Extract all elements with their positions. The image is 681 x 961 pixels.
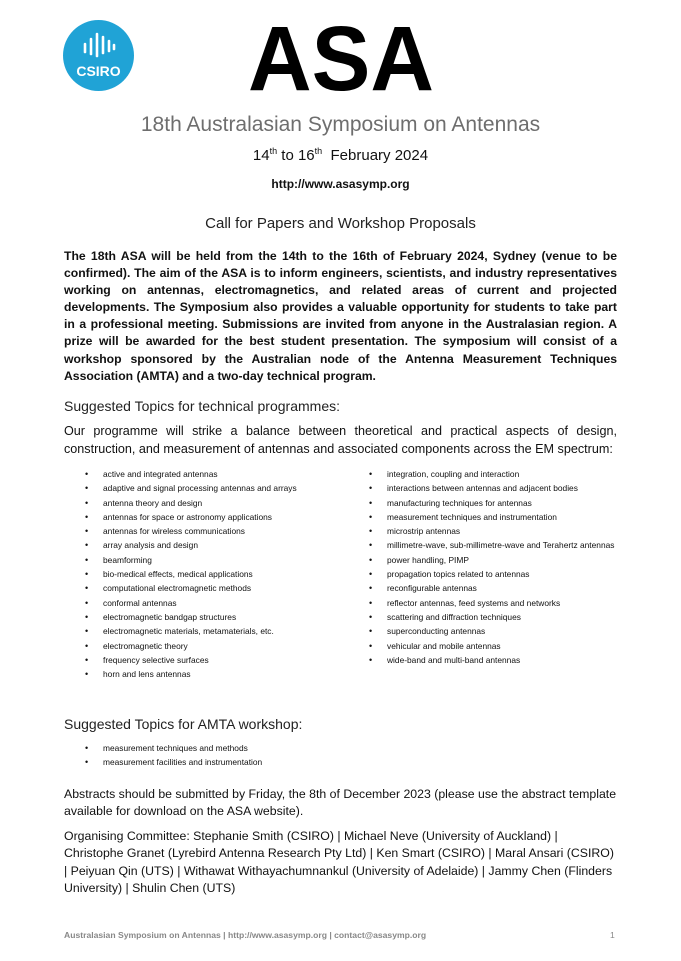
list-item: • wide-band and multi-band antennas <box>369 655 619 665</box>
csiro-logo-text: CSIRO <box>76 63 121 79</box>
list-item: • antennas for space or astronomy applications <box>85 512 355 522</box>
intro-paragraph: The 18th ASA will be held from the 14th to the 16th of February 2024, Sydney (venue to be confirmed). The aim of the ASA is to inform engineers, scientists, and industry representatives working on antennas, electromagnetics, and related areas of current and projected developments. The Symposium also provides a valuable opportunity for students to take part in a professional meeting. Submissions are invited from anyone in the Australasian region. A prize will be awarded for the best student presentation. The symposium will consist of a workshop sponsored by the Australian node of the Antenna Measurement Techniques Association (AMTA) and a two-day technical program. <box>64 249 617 383</box>
list-item: • array analysis and design <box>85 540 355 550</box>
amta-topics-heading: Suggested Topics for AMTA workshop: <box>64 716 303 732</box>
list-item: • manufacturing techniques for antennas <box>369 498 619 508</box>
list-item: • electromagnetic bandgap structures <box>85 612 355 622</box>
event-dates: 14th to 16th February 2024 <box>252 146 429 164</box>
technical-topics-heading: Suggested Topics for technical programmes: <box>64 398 340 414</box>
abstracts-deadline: Abstracts should be submitted by Friday, the 8th of December 2023 (please use the abstract template available for download on the ASA website). <box>64 787 617 819</box>
csiro-logo <box>63 20 134 91</box>
list-item: • measurement techniques and methods <box>85 743 385 753</box>
list-item: • vehicular and mobile antennas <box>369 641 619 651</box>
asa-logo-text: ASA <box>248 13 434 93</box>
page-number: 1 <box>610 930 615 940</box>
asa-logo <box>246 13 436 93</box>
organising-committee: Organising Committee: Stephanie Smith (CSIRO) | Michael Neve (University of Auckland) | Christophe Granet (Lyrebird Antenna Research Pty Ltd) | Ken Smart (CSIRO) | Maral Ansari (CSIRO) | Peiyuan Qin (UTS) | Withawat Withayachumnankul (University of Adelaide) | Jammy Chen (Flinders University) | Shulin Chen (UTS) <box>64 829 614 895</box>
cfp-heading: Call for Papers and Workshop Proposals <box>205 215 476 232</box>
page-footer: Australasian Symposium on Antennas | http://www.asasymp.org | contact@asasymp.org <box>64 930 427 940</box>
list-item: • scattering and diffraction techniques <box>369 612 619 622</box>
list-item: • reconfigurable antennas <box>369 583 619 593</box>
list-item: • superconducting antennas <box>369 626 619 636</box>
list-item: • millimetre-wave, sub-millimetre-wave and Terahertz antennas <box>369 540 619 550</box>
website-link[interactable]: http://www.asasymp.org <box>271 177 410 191</box>
list-item: • interactions between antennas and adjacent bodies <box>369 483 619 493</box>
list-item: • antenna theory and design <box>85 498 355 508</box>
list-item: • active and integrated antennas <box>85 469 355 479</box>
list-item: • power handling, PIMP <box>369 555 619 565</box>
list-item: • measurement techniques and instrumentation <box>369 512 619 522</box>
list-item: • electromagnetic theory <box>85 641 355 651</box>
list-item: • bio-medical effects, medical applications <box>85 569 355 579</box>
topics-list-left <box>85 469 355 683</box>
list-item: • frequency selective surfaces <box>85 655 355 665</box>
amta-topics-list <box>85 743 385 772</box>
list-item: • conformal antennas <box>85 598 355 608</box>
list-item: • reflector antennas, feed systems and networks <box>369 598 619 608</box>
programme-description: Our programme will strike a balance between theoretical and practical aspects of design, construction, and measurement of antennas and associated components across the EM spectrum: <box>64 424 617 456</box>
list-item: • measurement facilities and instrumentation <box>85 757 385 767</box>
list-item: • computational electromagnetic methods <box>85 583 355 593</box>
list-item: • beamforming <box>85 555 355 565</box>
list-item: • adaptive and signal processing antennas and arrays <box>85 483 355 493</box>
list-item: • antennas for wireless communications <box>85 526 355 536</box>
page-title: 18th Australasian Symposium on Antennas <box>140 113 541 136</box>
list-item: • electromagnetic materials, metamaterials, etc. <box>85 626 355 636</box>
list-item: • propagation topics related to antennas <box>369 569 619 579</box>
list-item: • microstrip antennas <box>369 526 619 536</box>
list-item: • integration, coupling and interaction <box>369 469 619 479</box>
topics-list-right <box>369 469 619 669</box>
list-item: • horn and lens antennas <box>85 669 355 679</box>
